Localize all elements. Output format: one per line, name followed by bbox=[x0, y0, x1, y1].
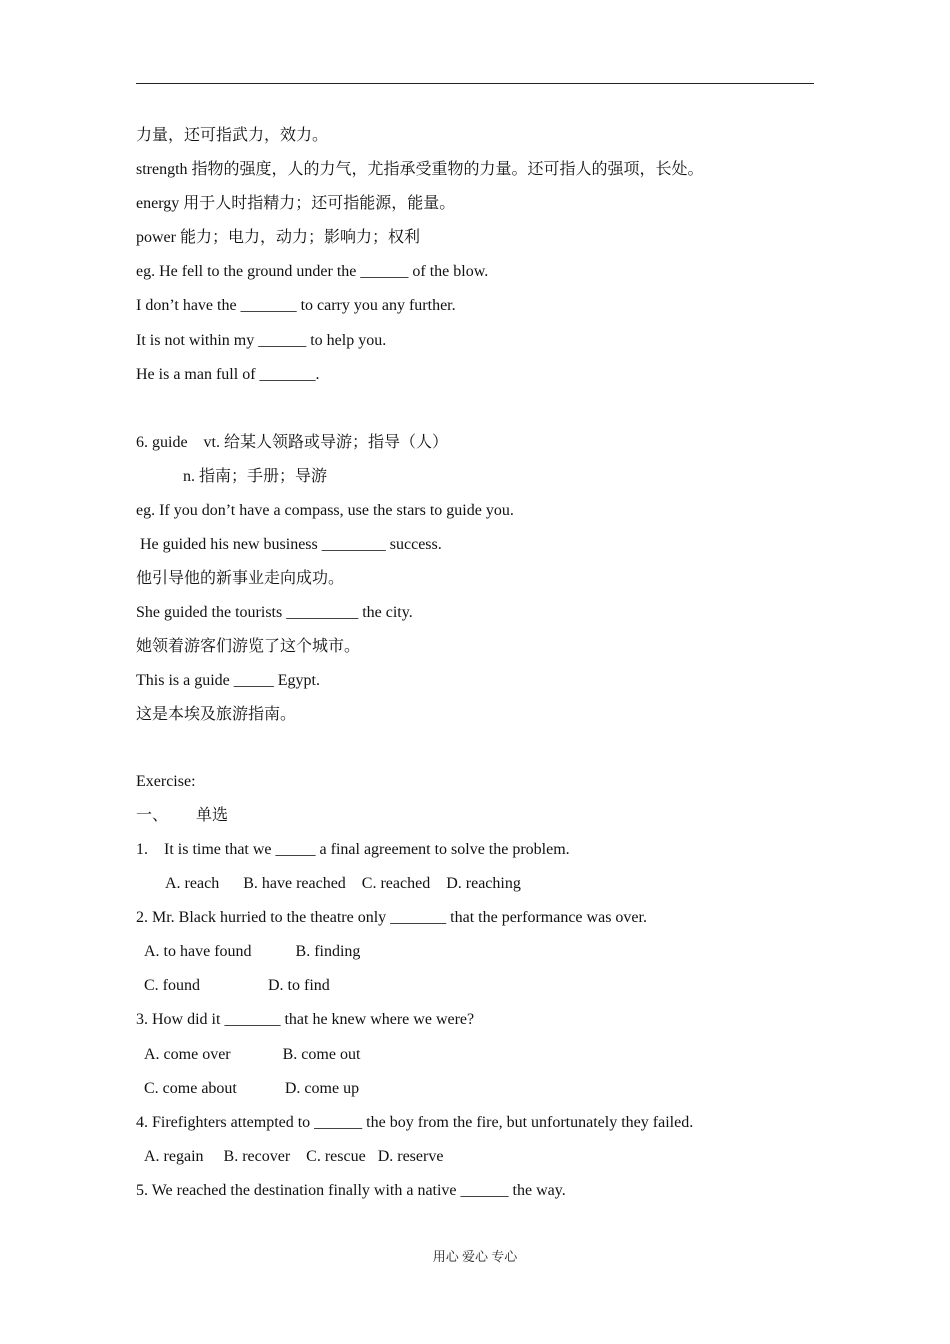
text-line: 力量，还可指武力，效力。 bbox=[136, 127, 329, 144]
text-line: energy 用于人时指精力；还可指能源，能量。 bbox=[136, 195, 456, 212]
options: C. come about D. come up bbox=[144, 1080, 360, 1097]
header-rule bbox=[136, 83, 814, 84]
text-line: It is not within my ______ to help you. bbox=[136, 332, 387, 349]
text-line: n. 指南；手册；导游 bbox=[183, 468, 328, 485]
question: 5. We reached the destination finally with a native ______ the way. bbox=[136, 1182, 566, 1199]
text-line: 6. guide vt. 给某人领路或导游；指导（人） bbox=[136, 434, 448, 451]
text-line: 他引导他的新事业走向成功。 bbox=[136, 570, 345, 587]
page-footer: 用心 爱心 专心 bbox=[432, 1249, 518, 1264]
text-line: I don’t have the _______ to carry you any further. bbox=[136, 297, 456, 314]
options: A. come over B. come out bbox=[144, 1046, 361, 1063]
options: A. reach B. have reached C. reached D. reaching bbox=[165, 875, 521, 892]
text-line: strength 指物的强度，人的力气，尤指承受重物的力量。还可指人的强项，长处。 bbox=[136, 161, 704, 178]
text-line: 她领着游客们游览了这个城市。 bbox=[136, 638, 361, 655]
section-heading: 一、 单选 bbox=[136, 807, 229, 824]
question: 3. How did it _______ that he knew where we were? bbox=[136, 1011, 475, 1028]
text-line: 这是本埃及旅游指南。 bbox=[136, 706, 297, 723]
text-line: eg. He fell to the ground under the ______ of the blow. bbox=[136, 263, 489, 280]
text-line: He guided his new business ________ success. bbox=[136, 536, 442, 553]
question: 4. Firefighters attempted to ______ the boy from the fire, but unfortunately they failed. bbox=[136, 1114, 694, 1131]
text-line: This is a guide _____ Egypt. bbox=[136, 672, 320, 689]
text-line: eg. If you don’t have a compass, use the stars to guide you. bbox=[136, 502, 514, 519]
section-heading: Exercise: bbox=[136, 773, 196, 790]
text-line: power 能力；电力，动力；影响力；权利 bbox=[136, 229, 420, 246]
question: 1. It is time that we _____ a final agreement to solve the problem. bbox=[136, 841, 570, 858]
options: A. to have found B. finding bbox=[144, 943, 361, 960]
text-line: She guided the tourists _________ the city. bbox=[136, 604, 413, 621]
question: 2. Mr. Black hurried to the theatre only _______ that the performance was over. bbox=[136, 909, 647, 926]
options: C. found D. to find bbox=[144, 977, 330, 994]
options: A. regain B. recover C. rescue D. reserve bbox=[144, 1148, 444, 1165]
text-line: He is a man full of _______. bbox=[136, 366, 320, 383]
